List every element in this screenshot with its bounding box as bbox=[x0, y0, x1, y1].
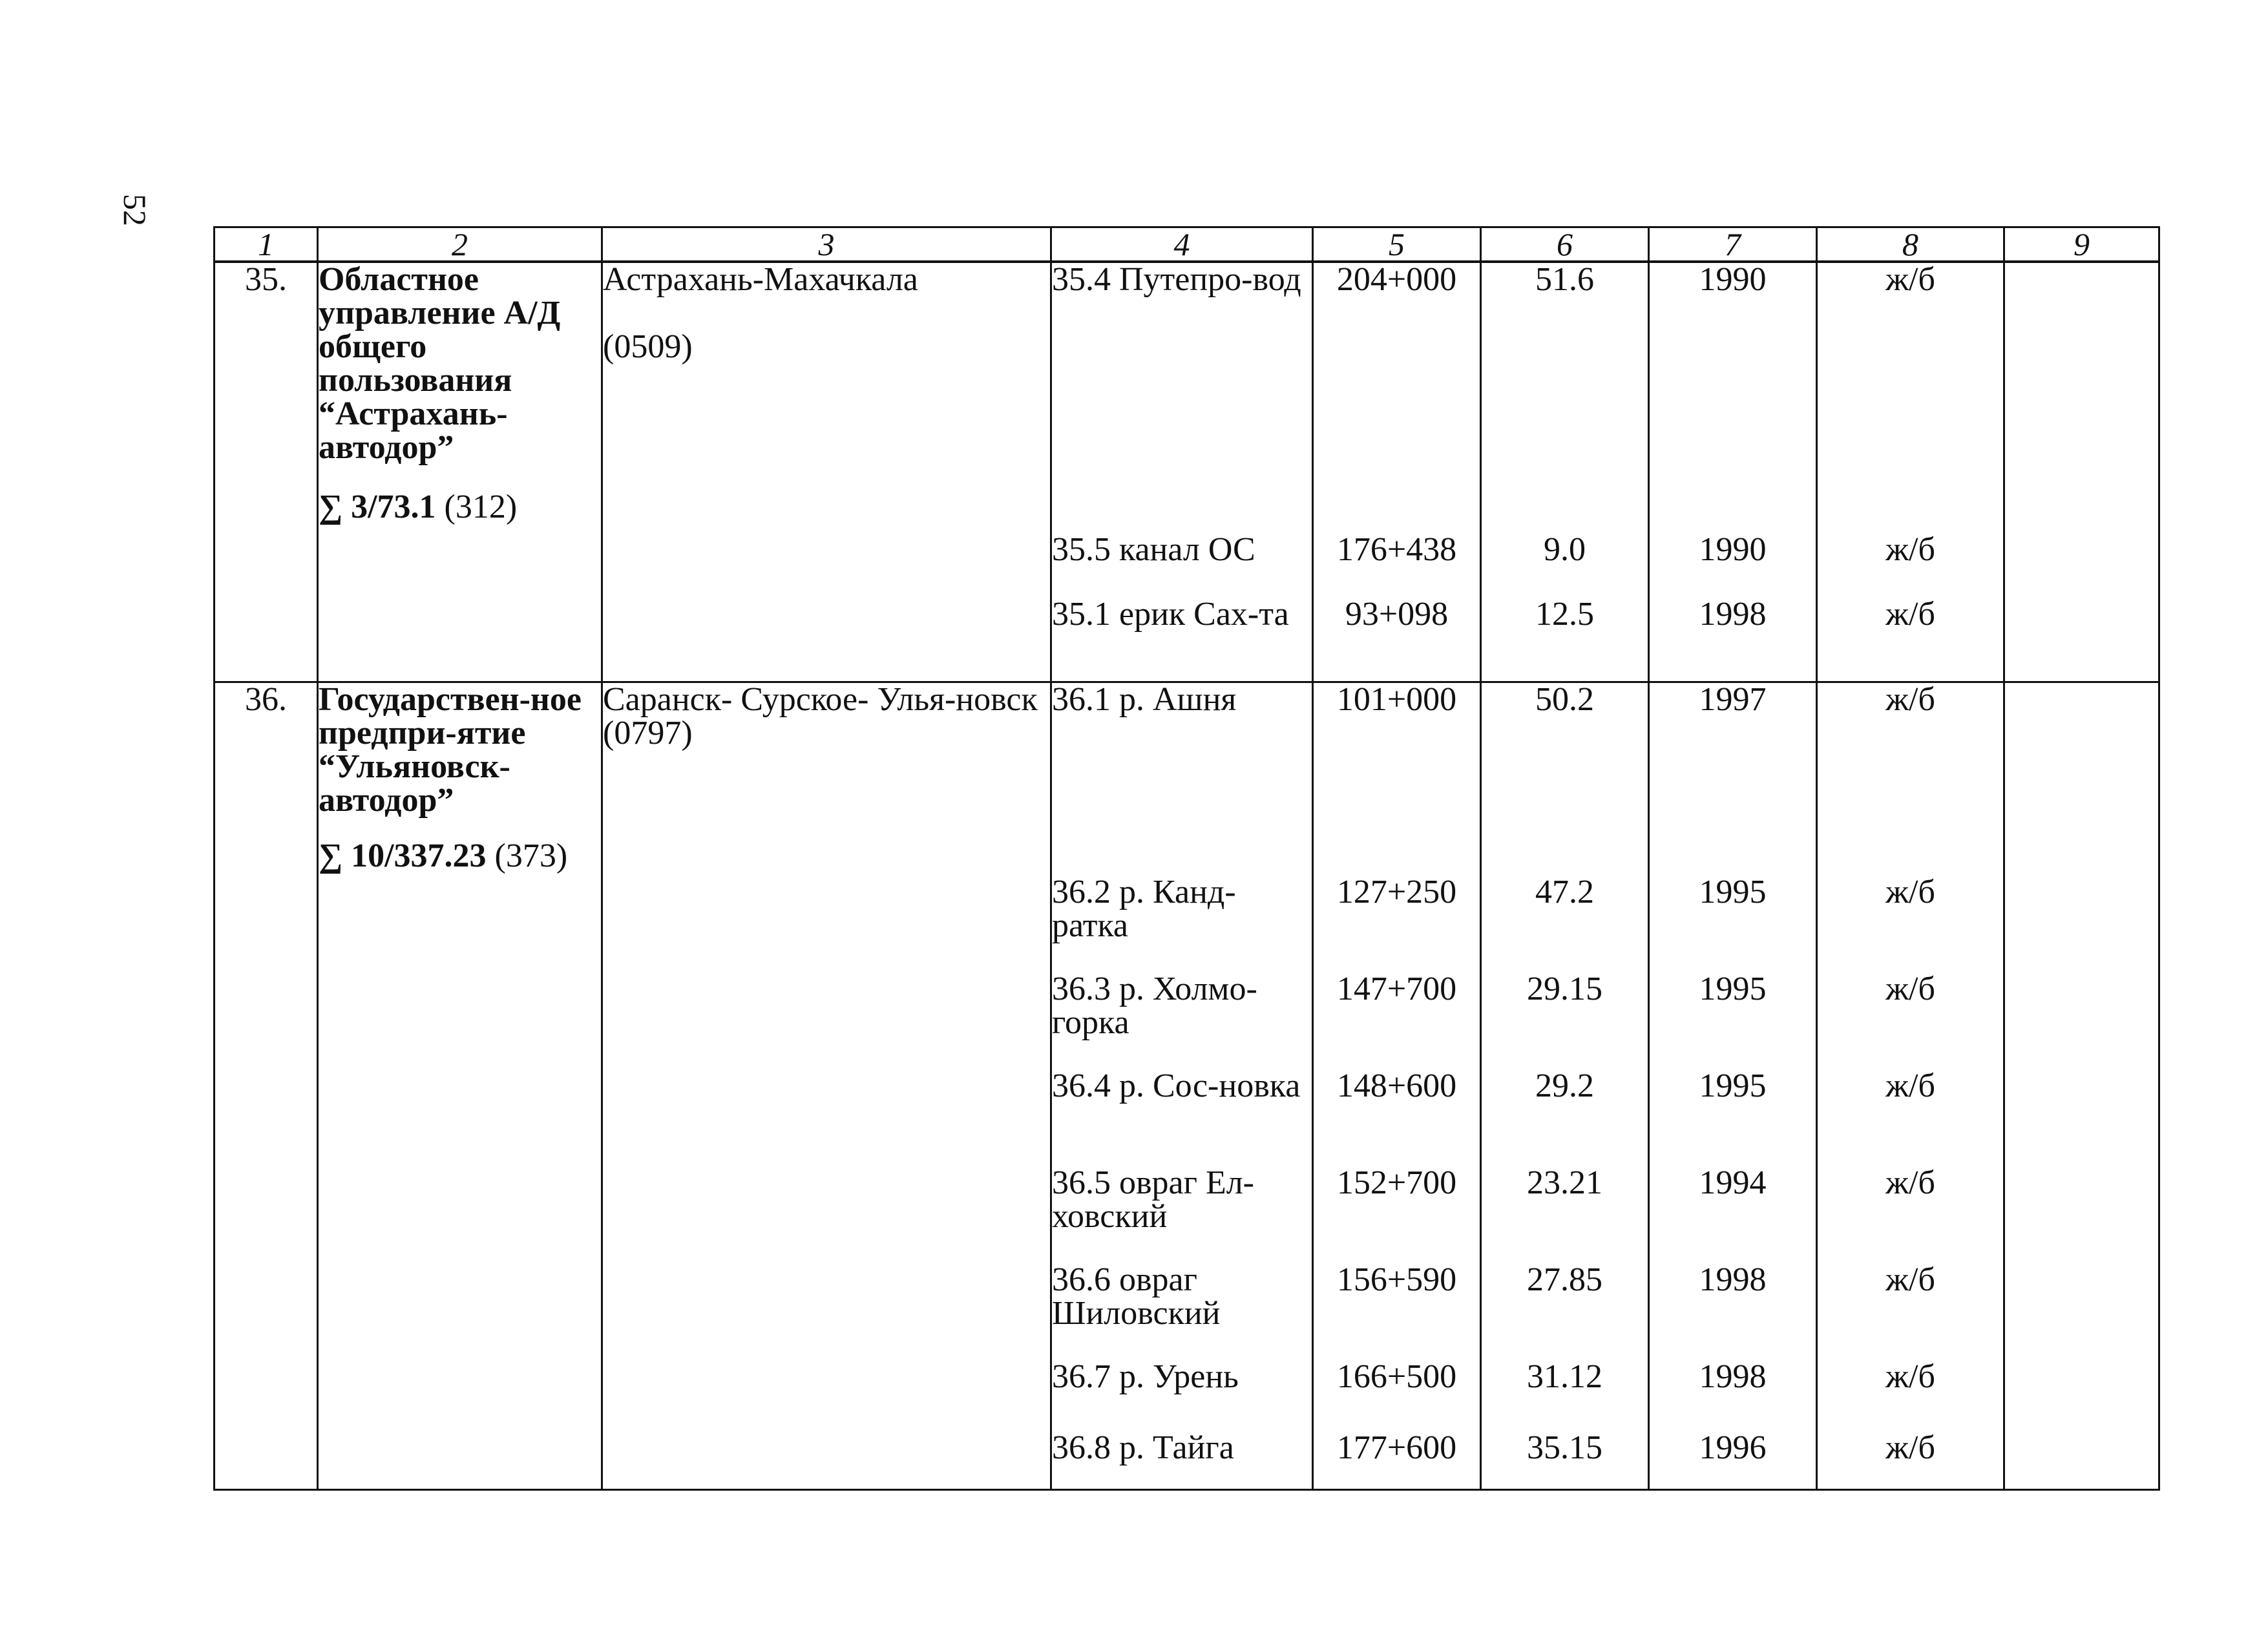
build-year: 1996 bbox=[1649, 1431, 1817, 1489]
material: ж/б bbox=[1817, 1263, 2004, 1360]
km-position: 147+700 bbox=[1313, 972, 1481, 1069]
bridge-length: 12.5 bbox=[1481, 598, 1649, 682]
build-year: 1998 bbox=[1649, 1263, 1817, 1360]
road-cell: Саранск- Сурское- Улья-новск (0797) bbox=[602, 682, 1051, 1489]
column-header: 7 bbox=[1649, 227, 1817, 262]
note bbox=[2004, 598, 2159, 682]
note bbox=[2004, 876, 2159, 972]
material: ж/б bbox=[1817, 682, 2004, 876]
bridge-length: 47.2 bbox=[1481, 876, 1649, 972]
column-header: 1 bbox=[215, 227, 318, 262]
material: ж/б bbox=[1817, 1069, 2004, 1166]
summary-total: (373) bbox=[486, 837, 568, 874]
organization-summary bbox=[319, 839, 601, 873]
build-year: 1995 bbox=[1649, 876, 1817, 972]
bridge-length: 51.6 bbox=[1481, 262, 1649, 533]
column-header: 3 bbox=[602, 227, 1051, 262]
build-year: 1990 bbox=[1649, 533, 1817, 598]
km-position: 152+700 bbox=[1313, 1166, 1481, 1263]
material: ж/б bbox=[1817, 972, 2004, 1069]
note bbox=[2004, 1431, 2159, 1489]
bridge-length: 31.12 bbox=[1481, 1360, 1649, 1431]
bridge-name: 36.5 овраг Ел-ховский bbox=[1051, 1166, 1313, 1263]
bridge-name: 36.8 р. Тайга bbox=[1051, 1431, 1313, 1489]
note bbox=[2004, 972, 2159, 1069]
bridge-length: 29.2 bbox=[1481, 1069, 1649, 1166]
km-position: 166+500 bbox=[1313, 1360, 1481, 1431]
summary-total: (312) bbox=[436, 488, 518, 525]
note bbox=[2004, 262, 2159, 533]
km-position: 127+250 bbox=[1313, 876, 1481, 972]
bridge-length: 23.21 bbox=[1481, 1166, 1649, 1263]
bridge-name: 35.5 канал ОС bbox=[1051, 533, 1313, 598]
build-year: 1998 bbox=[1649, 1360, 1817, 1431]
table-row bbox=[215, 682, 2159, 876]
km-position: 204+000 bbox=[1313, 262, 1481, 533]
bridge-name: 36.6 овраг Шиловский bbox=[1051, 1263, 1313, 1360]
bridge-name: 35.4 Путепро-вод bbox=[1051, 262, 1313, 533]
bridge-length: 35.15 bbox=[1481, 1431, 1649, 1489]
material: ж/б bbox=[1817, 1360, 2004, 1431]
build-year: 1995 bbox=[1649, 1069, 1817, 1166]
build-year: 1990 bbox=[1649, 262, 1817, 533]
km-position: 176+438 bbox=[1313, 533, 1481, 598]
bridge-length: 27.85 bbox=[1481, 1263, 1649, 1360]
build-year: 1995 bbox=[1649, 972, 1817, 1069]
build-year: 1998 bbox=[1649, 598, 1817, 682]
bridge-name: 36.7 р. Урень bbox=[1051, 1360, 1313, 1431]
note bbox=[2004, 533, 2159, 598]
material: ж/б bbox=[1817, 598, 2004, 682]
column-header: 4 bbox=[1051, 227, 1313, 262]
km-position: 93+098 bbox=[1313, 598, 1481, 682]
entry-number: 36. bbox=[215, 682, 318, 1489]
organization-name: Государствен-ное предпри-ятие “Ульяновск-автодор” bbox=[319, 680, 582, 819]
road-cell: Астрахань-Махачкала (0509) bbox=[602, 262, 1051, 682]
organization-name: Областное управление А/Д общего пользования “Астрахань-автодор” bbox=[319, 261, 561, 466]
build-year: 1994 bbox=[1649, 1166, 1817, 1263]
km-position: 156+590 bbox=[1313, 1263, 1481, 1360]
bridge-name: 36.3 р. Холмо-горка bbox=[1051, 972, 1313, 1069]
note bbox=[2004, 1166, 2159, 1263]
km-position: 148+600 bbox=[1313, 1069, 1481, 1166]
table-body bbox=[215, 262, 2159, 1489]
column-header: 9 bbox=[2004, 227, 2159, 262]
column-header: 5 bbox=[1313, 227, 1481, 262]
page-number: 52 bbox=[117, 194, 153, 226]
summary-count: ∑ 3/73.1 bbox=[319, 488, 436, 525]
organization-cell bbox=[318, 262, 602, 682]
note bbox=[2004, 682, 2159, 876]
bridge-length: 29.15 bbox=[1481, 972, 1649, 1069]
material: ж/б bbox=[1817, 1431, 2004, 1489]
note bbox=[2004, 1360, 2159, 1431]
km-position: 177+600 bbox=[1313, 1431, 1481, 1489]
bridge-length: 50.2 bbox=[1481, 682, 1649, 876]
bridge-name: 36.1 р. Ашня bbox=[1051, 682, 1313, 876]
organization-cell bbox=[318, 682, 602, 1489]
material: ж/б bbox=[1817, 262, 2004, 533]
summary-count: ∑ 10/337.23 bbox=[319, 837, 487, 874]
build-year: 1997 bbox=[1649, 682, 1817, 876]
material: ж/б bbox=[1817, 876, 2004, 972]
column-header: 2 bbox=[318, 227, 602, 262]
bridges-table bbox=[213, 226, 2160, 1491]
bridge-name: 35.1 ерик Сах-та bbox=[1051, 598, 1313, 682]
header-row bbox=[215, 227, 2159, 262]
note bbox=[2004, 1069, 2159, 1166]
bridge-name: 36.4 р. Сос-новка bbox=[1051, 1069, 1313, 1166]
column-header: 8 bbox=[1817, 227, 2004, 262]
bridge-length: 9.0 bbox=[1481, 533, 1649, 598]
organization-summary bbox=[319, 490, 601, 524]
material: ж/б bbox=[1817, 1166, 2004, 1263]
table-row bbox=[215, 262, 2159, 533]
material: ж/б bbox=[1817, 533, 2004, 598]
note bbox=[2004, 1263, 2159, 1360]
entry-number: 35. bbox=[215, 262, 318, 682]
km-position: 101+000 bbox=[1313, 682, 1481, 876]
column-header: 6 bbox=[1481, 227, 1649, 262]
bridge-name: 36.2 р. Канд-ратка bbox=[1051, 876, 1313, 972]
